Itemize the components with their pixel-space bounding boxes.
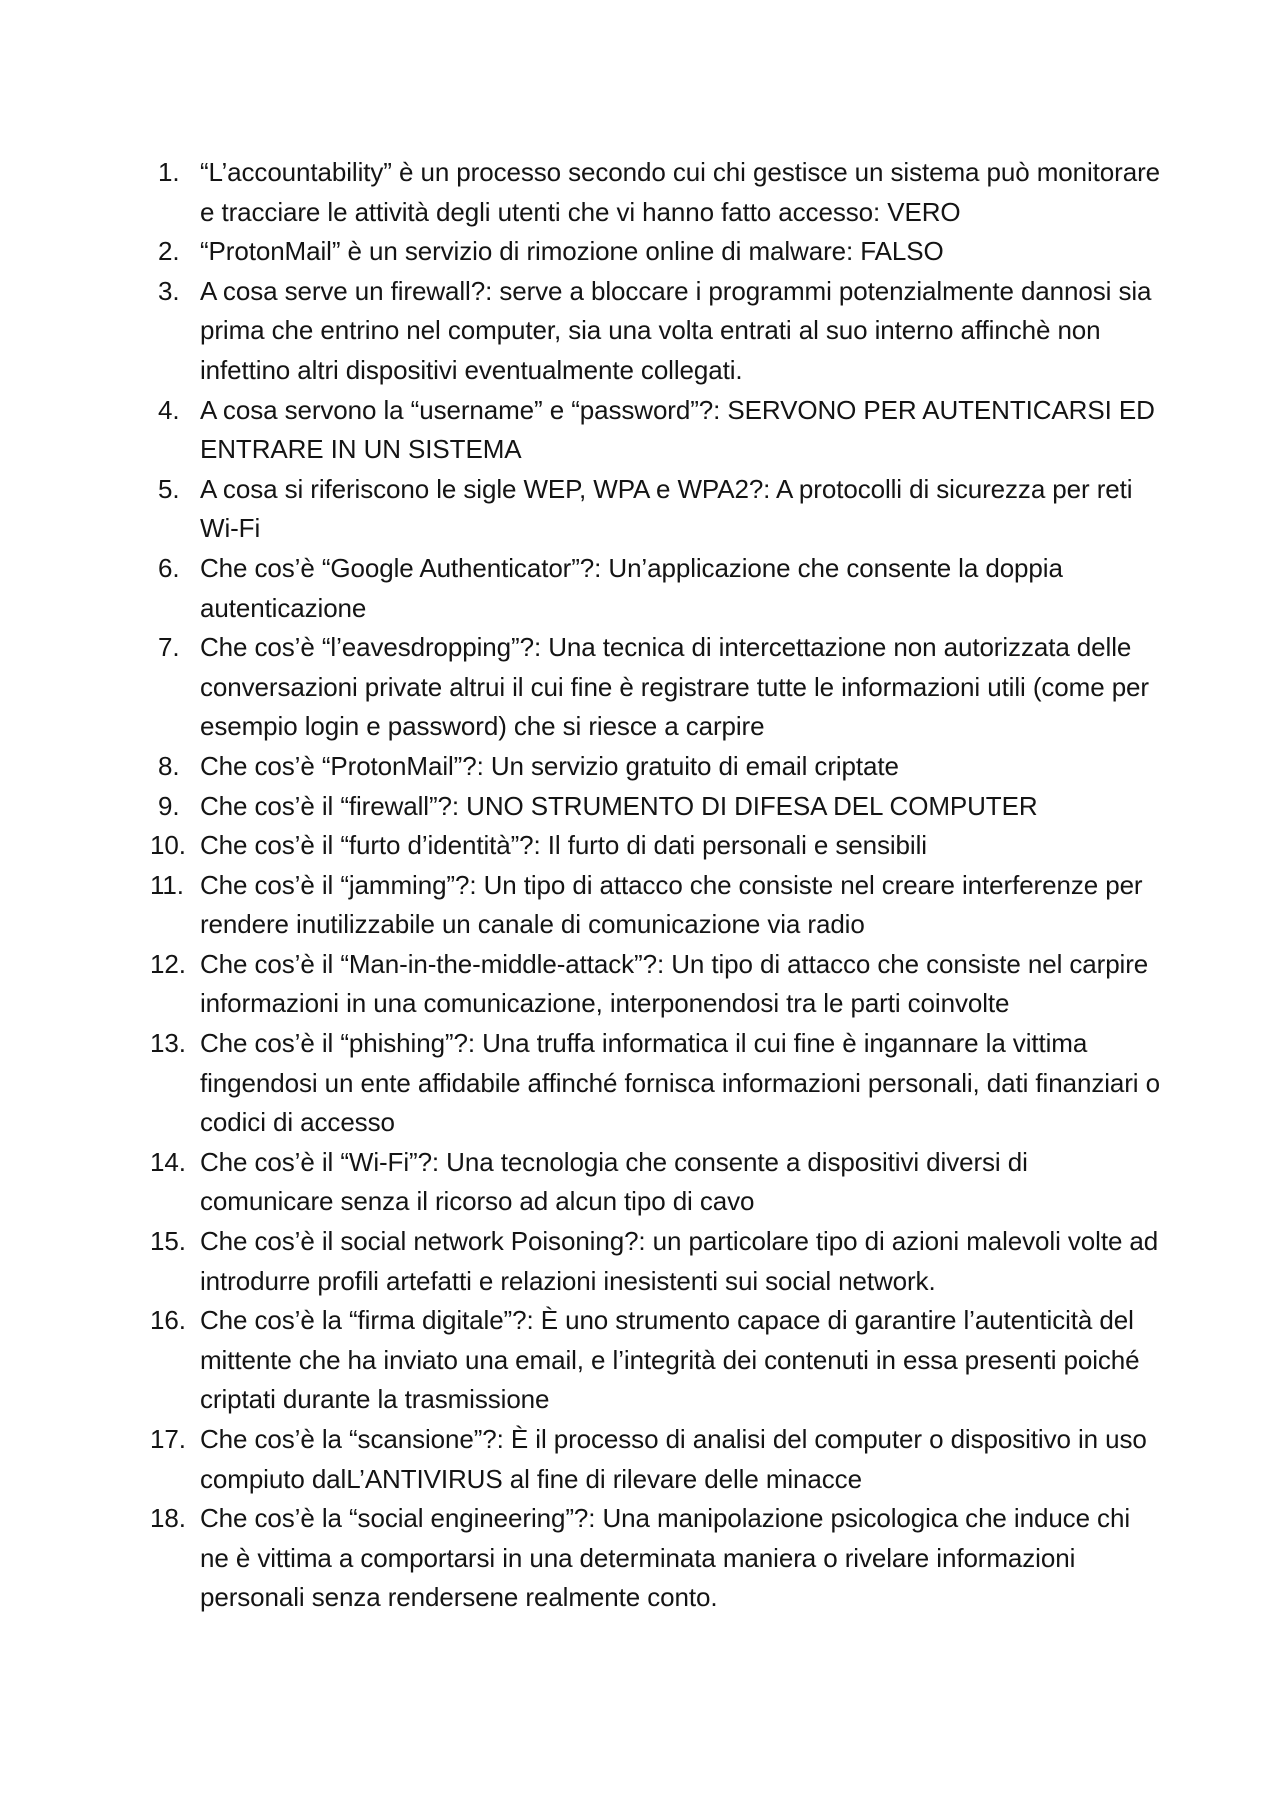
list-item — [150, 1301, 1160, 1420]
item-number: 14. — [150, 1146, 186, 1177]
list-item — [150, 1499, 1160, 1618]
item-text: Che cos’è il social network Poisoning?: un particolare tipo di azioni malevoli volte ad introdurre profili artefatti e relazioni inesistenti sui social network. — [200, 1226, 1159, 1296]
item-number: 12. — [150, 948, 186, 979]
list-item — [150, 470, 1160, 549]
list-item — [150, 628, 1160, 747]
item-text: Che cos’è la “firma digitale”?: È uno strumento capace di garantire l’autenticità del mittente che ha inviato una email, e l’integrità dei contenuti in essa presenti poiché criptati durante la trasmissione — [200, 1305, 1140, 1415]
item-number: 5. — [158, 473, 180, 504]
item-text: Che cos’è il “Wi-Fi”?: Una tecnologia che consente a dispositivi diversi di comunicare senza il ricorso ad alcun tipo di cavo — [200, 1146, 1028, 1217]
item-text: Che cos’è “Google Authenticator”?: Un’applicazione che consente la doppia autenticazione — [200, 552, 1063, 623]
list-item — [150, 1222, 1160, 1301]
list-item — [150, 1143, 1160, 1222]
item-text: Che cos’è il “firewall”?: UNO STRUMENTO DI DIFESA DEL COMPUTER — [200, 790, 1038, 821]
item-number: 1. — [158, 157, 180, 187]
item-number: 9. — [158, 790, 180, 821]
item-text: Che cos’è il “furto d’identità”?: Il furto di dati personali e sensibili — [200, 830, 927, 861]
item-number: 18. — [150, 1503, 186, 1534]
item-text: Che cos’è la “scansione”?: È il processo di analisi del computer o dispositivo in uso compiuto dalL’ANTIVIRUS al fine di rilevare delle minacce — [200, 1424, 1147, 1494]
list-item — [150, 153, 1160, 232]
item-text: Che cos’è il “phishing”?: Una truffa informatica il cui fine è ingannare la vittima fingendosi un ente affidabile affinché fornisca informazioni personali, dati finanziari o codici di accesso — [200, 1028, 1160, 1138]
item-number: 4. — [158, 394, 180, 425]
item-text: “ProtonMail” è un servizio di rimozione online di malware: FALSO — [200, 236, 944, 267]
list-item — [150, 787, 1160, 827]
item-text: Che cos’è “l’eavesdropping”?: Una tecnica di intercettazione non autorizzata delle conversazioni private altrui il cui fine è registrare tutte le informazioni utili (come per esempio login e password) che si riesce a carpire — [200, 632, 1149, 742]
list-item — [150, 826, 1160, 866]
list-item — [150, 1420, 1160, 1499]
list-item — [150, 1024, 1160, 1143]
item-number: 13. — [150, 1028, 186, 1059]
item-text: “L’accountability” è un processo secondo cui chi gestisce un sistema può monitorare e tracciare le attività degli utenti che vi hanno fatto accesso: VERO — [200, 157, 1160, 227]
item-number: 7. — [158, 632, 180, 663]
item-text: Che cos’è il “Man-in-the-middle-attack”?: Un tipo di attacco che consiste nel carpire informazioni in una comunicazione, interponendosi tra le parti coinvolte — [200, 948, 1149, 1019]
item-number: 8. — [158, 750, 180, 781]
item-number: 3. — [158, 275, 180, 306]
list-item — [150, 272, 1160, 391]
item-text: A cosa servono la “username” e “password”?: SERVONO PER AUTENTICARSI ED ENTRARE IN UN SISTEMA — [200, 394, 1155, 465]
question-answer-list — [150, 153, 1160, 1618]
list-item — [150, 945, 1160, 1024]
item-number: 6. — [158, 552, 180, 583]
item-number: 11. — [150, 869, 184, 900]
item-text: Che cos’è la “social engineering”?: Una manipolazione psicologica che induce chi ne è vittima a comportarsi in una determinata maniera o rivelare informazioni personali senza rendersene realmente conto. — [200, 1503, 1130, 1613]
item-number: 10. — [150, 830, 186, 861]
list-item — [150, 866, 1160, 945]
item-text: Che cos’è “ProtonMail”?: Un servizio gratuito di email criptate — [200, 750, 899, 781]
list-item — [150, 232, 1160, 272]
item-text: Che cos’è il “jamming”?: Un tipo di attacco che consiste nel creare interferenze per rendere inutilizzabile un canale di comunicazione via radio — [200, 869, 1143, 940]
item-text: A cosa si riferiscono le sigle WEP, WPA e WPA2?: A protocolli di sicurezza per reti Wi-Fi — [200, 473, 1133, 544]
item-text: A cosa serve un firewall?: serve a bloccare i programmi potenzialmente dannosi sia prima che entrino nel computer, sia una volta entrati al suo interno affinchè non infettino altri dispositivi eventualmente collegati. — [200, 275, 1152, 385]
item-number: 15. — [150, 1226, 186, 1257]
item-number: 17. — [150, 1424, 186, 1454]
item-number: 2. — [158, 236, 180, 267]
list-item — [150, 391, 1160, 470]
item-number: 16. — [150, 1305, 186, 1336]
list-item — [150, 549, 1160, 628]
list-item — [150, 747, 1160, 787]
